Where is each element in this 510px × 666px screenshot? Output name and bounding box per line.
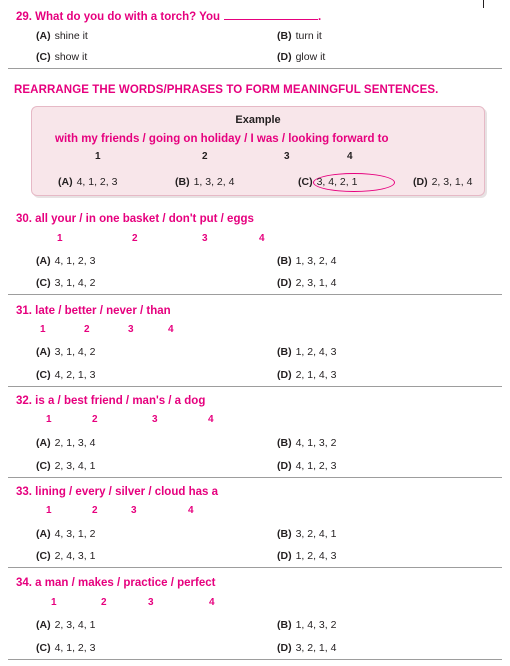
separator	[8, 477, 502, 478]
q33-option-d-label: (D)	[277, 550, 292, 562]
q29-option-b[interactable]	[277, 30, 322, 42]
q30-option-c[interactable]	[36, 277, 95, 289]
q30-option-a-value: 4, 1, 2, 3	[54, 255, 96, 267]
q32-option-a-label: (A)	[36, 437, 51, 449]
example-number-2: 2	[202, 151, 208, 162]
example-box	[31, 106, 485, 196]
q34-option-d-value: 3, 2, 1, 4	[295, 642, 337, 654]
q30-option-c-value: 3, 1, 4, 2	[54, 277, 96, 289]
q34-option-a-label: (A)	[36, 619, 51, 631]
separator	[8, 386, 502, 387]
q33-option-a-label: (A)	[36, 528, 51, 540]
q33-option-b-value: 3, 2, 4, 1	[295, 528, 337, 540]
q34-option-a-value: 2, 3, 4, 1	[54, 619, 96, 631]
question-29-text	[16, 10, 321, 23]
example-option-b	[175, 176, 234, 188]
q32-option-d-label: (D)	[277, 460, 292, 472]
q33-option-c[interactable]	[36, 550, 95, 562]
q34-option-d[interactable]	[277, 642, 336, 654]
q32-option-a-value: 2, 1, 3, 4	[54, 437, 96, 449]
q29-option-a-value: shine it	[54, 30, 88, 42]
q31-option-d[interactable]	[277, 369, 336, 381]
example-option-b-value: 1, 3, 2, 4	[193, 176, 235, 188]
example-option-a	[58, 176, 117, 188]
question-29-period: .	[318, 11, 322, 23]
q31-number-1: 1	[40, 324, 46, 335]
q34-option-a[interactable]	[36, 619, 95, 631]
q34-option-d-label: (D)	[277, 642, 292, 654]
q29-option-d[interactable]	[277, 51, 325, 63]
q31-option-a-value: 3, 1, 4, 2	[54, 346, 96, 358]
q32-number-4: 4	[208, 414, 214, 425]
q30-option-d-label: (D)	[277, 277, 292, 289]
separator	[8, 567, 502, 568]
example-sentence: with my friends / going on holiday / I was / looking forward to	[55, 133, 389, 145]
example-number-3: 3	[284, 151, 290, 162]
q30-option-b-value: 1, 3, 2, 4	[295, 255, 337, 267]
q31-option-b-label: (B)	[277, 346, 292, 358]
q30-option-b-label: (B)	[277, 255, 292, 267]
q31-number-3: 3	[128, 324, 134, 335]
question-34-text: 34. a man / makes / practice / perfect	[16, 577, 216, 589]
q34-option-c[interactable]	[36, 642, 95, 654]
example-option-a-label: (A)	[58, 176, 73, 188]
q32-option-a[interactable]	[36, 437, 95, 449]
q31-option-c[interactable]	[36, 369, 95, 381]
question-31-text: 31. late / better / never / than	[16, 305, 171, 317]
q33-number-1: 1	[46, 505, 52, 516]
q34-option-b-value: 1, 4, 3, 2	[295, 619, 337, 631]
separator	[8, 68, 502, 69]
q34-number-3: 3	[148, 597, 154, 608]
q30-option-a-label: (A)	[36, 255, 51, 267]
q29-option-c[interactable]	[36, 51, 87, 63]
q33-option-a-value: 4, 3, 1, 2	[54, 528, 96, 540]
q31-option-c-value: 4, 2, 1, 3	[54, 369, 96, 381]
q31-option-c-label: (C)	[36, 369, 51, 381]
example-title: Example	[235, 114, 281, 126]
q32-option-c[interactable]	[36, 460, 95, 472]
separator	[8, 294, 502, 295]
page-corner-mark	[483, 0, 484, 8]
q32-number-1: 1	[46, 414, 52, 425]
q32-option-b-label: (B)	[277, 437, 292, 449]
q31-option-d-value: 2, 1, 4, 3	[295, 369, 337, 381]
q33-option-c-value: 2, 4, 3, 1	[54, 550, 96, 562]
q33-option-b[interactable]	[277, 528, 336, 540]
q30-option-d-value: 2, 3, 1, 4	[295, 277, 337, 289]
q31-option-a-label: (A)	[36, 346, 51, 358]
example-option-b-label: (B)	[175, 176, 190, 188]
q32-option-d-value: 4, 1, 2, 3	[295, 460, 337, 472]
q30-option-d[interactable]	[277, 277, 336, 289]
q30-option-c-label: (C)	[36, 277, 51, 289]
q31-option-d-label: (D)	[277, 369, 292, 381]
q32-option-d[interactable]	[277, 460, 336, 472]
q34-option-c-label: (C)	[36, 642, 51, 654]
example-option-d	[413, 176, 472, 188]
q33-option-b-label: (B)	[277, 528, 292, 540]
q32-number-2: 2	[92, 414, 98, 425]
q29-option-d-value: glow it	[295, 51, 326, 63]
question-30-text: 30. all your / in one basket / don't put / eggs	[16, 213, 254, 225]
q32-number-3: 3	[152, 414, 158, 425]
q33-number-3: 3	[131, 505, 137, 516]
section-heading: REARRANGE THE WORDS/PHRASES TO FORM MEANINGFUL SENTENCES.	[14, 84, 439, 96]
q34-option-c-value: 4, 1, 2, 3	[54, 642, 96, 654]
q30-number-2: 2	[132, 233, 138, 244]
q33-number-2: 2	[92, 505, 98, 516]
example-option-c-label: (C)	[298, 176, 313, 188]
q29-option-a-label: (A)	[36, 30, 51, 42]
question-32-text: 32. is a / best friend / man's / a dog	[16, 395, 206, 407]
q30-option-a[interactable]	[36, 255, 95, 267]
example-number-1: 1	[95, 151, 101, 162]
q31-number-4: 4	[168, 324, 174, 335]
q32-option-b[interactable]	[277, 437, 336, 449]
q34-option-b-label: (B)	[277, 619, 292, 631]
q31-option-a[interactable]	[36, 346, 95, 358]
q29-option-b-value: turn it	[295, 30, 322, 42]
q32-option-b-value: 4, 1, 3, 2	[295, 437, 337, 449]
example-option-d-label: (D)	[413, 176, 428, 188]
example-option-a-value: 4, 1, 2, 3	[76, 176, 118, 188]
q32-option-c-label: (C)	[36, 460, 51, 472]
q29-option-c-value: show it	[54, 51, 88, 63]
q30-number-4: 4	[259, 233, 265, 244]
q34-option-b[interactable]	[277, 619, 336, 631]
q34-number-1: 1	[51, 597, 57, 608]
q33-option-d-value: 1, 2, 4, 3	[295, 550, 337, 562]
q30-number-1: 1	[57, 233, 63, 244]
question-33-text: 33. lining / every / silver / cloud has a	[16, 486, 218, 498]
q30-option-b[interactable]	[277, 255, 336, 267]
q34-number-2: 2	[101, 597, 107, 608]
question-29-stem: 29. What do you do with a torch? You	[16, 11, 221, 23]
q33-option-c-label: (C)	[36, 550, 51, 562]
q29-option-b-label: (B)	[277, 30, 292, 42]
q29-option-c-label: (C)	[36, 51, 51, 63]
q34-number-4: 4	[209, 597, 215, 608]
example-option-c-value: 3, 4, 2, 1	[316, 176, 358, 188]
answer-blank	[224, 10, 318, 20]
q31-number-2: 2	[84, 324, 90, 335]
q33-option-a[interactable]	[36, 528, 95, 540]
q31-option-b[interactable]	[277, 346, 336, 358]
q32-option-c-value: 2, 3, 4, 1	[54, 460, 96, 472]
example-option-d-value: 2, 3, 1, 4	[431, 176, 473, 188]
q33-option-d[interactable]	[277, 550, 336, 562]
example-option-c	[298, 176, 357, 188]
q30-number-3: 3	[202, 233, 208, 244]
separator	[8, 659, 502, 660]
q29-option-d-label: (D)	[277, 51, 292, 63]
example-number-4: 4	[347, 151, 353, 162]
q31-option-b-value: 1, 2, 4, 3	[295, 346, 337, 358]
q33-number-4: 4	[188, 505, 194, 516]
q29-option-a[interactable]	[36, 30, 88, 42]
